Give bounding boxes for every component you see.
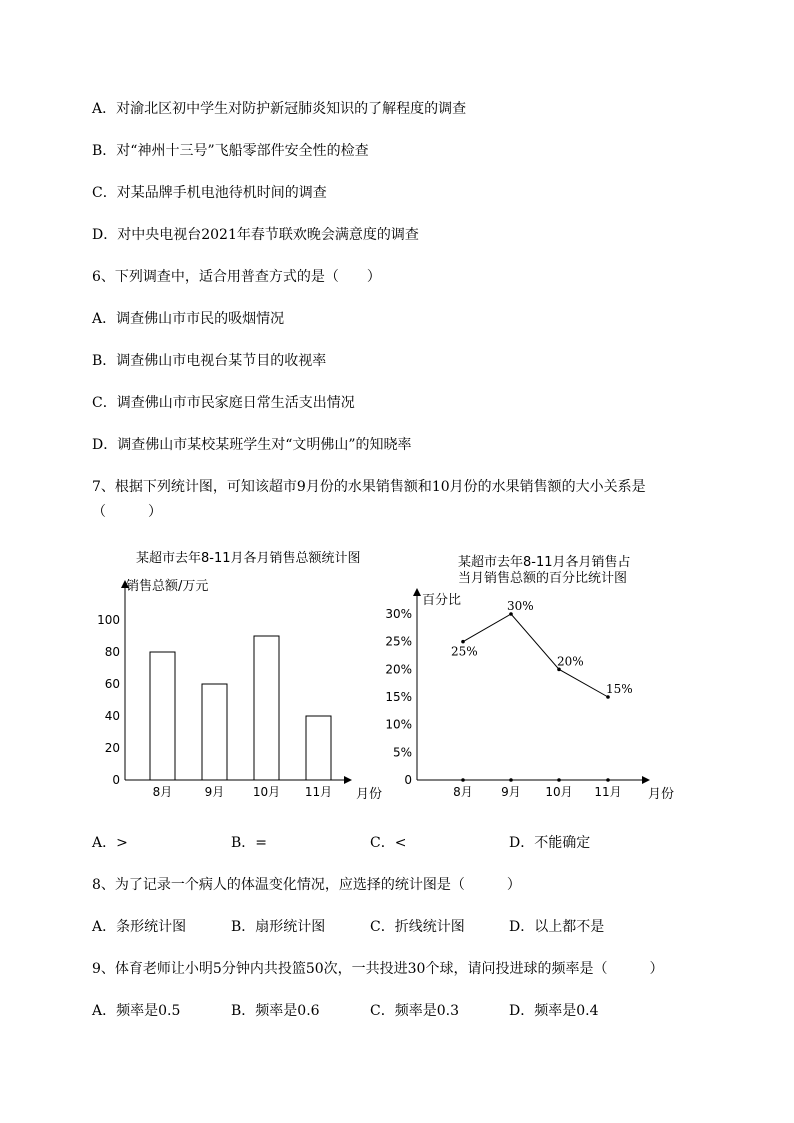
bar-y-tick-label: 60 bbox=[104, 677, 120, 691]
bar-y-tick-label: 20 bbox=[104, 741, 120, 755]
q6-option-b: B．调查佛山市电视台某节目的收视率 bbox=[92, 353, 327, 369]
q8-option-d: D．以上都不是 bbox=[509, 919, 605, 935]
q6-option-a: A．调查佛山市市民的吸烟情况 bbox=[92, 311, 285, 327]
q5-option-a: A．对渝北区初中学生对防护新冠肺炎知识的了解程度的调查 bbox=[92, 101, 467, 117]
q7-option-c: C．< bbox=[370, 835, 407, 851]
q8-option-b: B．扇形统计图 bbox=[231, 919, 326, 935]
line-data-label: 25% bbox=[451, 644, 478, 659]
line-x-tick-mark bbox=[606, 778, 610, 782]
line-x-tick-label: 8月 bbox=[453, 785, 473, 799]
q6-option-d: D．调查佛山市某校某班学生对“文明佛山”的知晓率 bbox=[92, 437, 412, 453]
q8-stem: 8、为了记录一个病人的体温变化情况，应选择的统计图是（ ） bbox=[92, 877, 521, 893]
q7-option-d: D．不能确定 bbox=[509, 835, 591, 851]
q5-option-d: D．对中央电视台2021年春节联欢晚会满意度的调查 bbox=[92, 227, 419, 243]
bar-y-tick-label: 100 bbox=[97, 613, 120, 627]
q5-option-b: B．对“神州十三号”飞船零部件安全性的检查 bbox=[92, 143, 369, 159]
line-chart-xlabel: 月份 bbox=[648, 787, 675, 802]
q5-option-c: C．对某品牌手机电池待机时间的调查 bbox=[92, 185, 327, 201]
q8-option-a: A．条形统计图 bbox=[92, 919, 187, 935]
q9-stem: 9、体育老师让小明5分钟内共投篮50次，一共投进30个球，请问投进球的频率是（ ） bbox=[92, 961, 664, 977]
line-data-label: 20% bbox=[557, 654, 584, 669]
bar-chart-title: 某超市去年8-11月各月销售总额统计图 bbox=[136, 551, 361, 566]
line-chart-title-line2: 当月销售总额的百分比统计图 bbox=[458, 571, 628, 586]
bar-x-tick-label: 9月 bbox=[204, 785, 225, 799]
bar-x-tick-label: 11月 bbox=[304, 785, 333, 799]
q9-option-c: C．频率是0.3 bbox=[370, 1003, 459, 1019]
bar bbox=[306, 716, 331, 780]
line-y-tick-label: 20% bbox=[385, 662, 412, 677]
line-y-tick-label: 10% bbox=[385, 717, 412, 732]
line-data-label: 15% bbox=[606, 682, 633, 696]
bar-y-tick-label: 80 bbox=[104, 645, 120, 659]
line-y-tick-label: 30% bbox=[385, 607, 412, 621]
line-x-tick-label: 9月 bbox=[501, 785, 521, 799]
q6-option-c: C．调查佛山市市民家庭日常生活支出情况 bbox=[92, 395, 355, 411]
line-x-tick-label: 11月 bbox=[594, 785, 622, 799]
q6-stem: 6、下列调查中，适合用普查方式的是（ ） bbox=[92, 269, 381, 285]
line-chart-ylabel: 百分比 bbox=[422, 593, 462, 608]
line-data-label: 30% bbox=[507, 599, 534, 613]
bar-y-tick-label: 0 bbox=[112, 773, 120, 787]
q9-option-d: D．频率是0.4 bbox=[509, 1003, 599, 1019]
q7-option-b: B．= bbox=[231, 835, 268, 851]
line-x-tick-mark bbox=[557, 778, 561, 782]
bar-chart-ylabel: 销售总额/万元 bbox=[126, 579, 209, 594]
line-y-tick-label: 25% bbox=[385, 634, 412, 649]
q7-stem-line2: （ ） bbox=[92, 504, 162, 520]
line-point bbox=[461, 640, 465, 644]
bar-x-tick-label: 10月 bbox=[252, 785, 281, 799]
bar bbox=[150, 652, 175, 780]
line-x-tick-mark bbox=[509, 778, 513, 782]
line-chart-series bbox=[463, 614, 608, 697]
bar bbox=[202, 684, 227, 780]
line-y-tick-label: 15% bbox=[385, 690, 412, 704]
bar-chart bbox=[97, 540, 400, 810]
line-chart-title-line1: 某超市去年8-11月各月销售占 bbox=[458, 555, 631, 570]
bar-chart-xlabel: 月份 bbox=[356, 787, 383, 802]
bar-y-tick-label: 40 bbox=[104, 709, 120, 723]
q9-option-b: B．频率是0.6 bbox=[231, 1003, 320, 1019]
line-chart bbox=[380, 540, 680, 810]
q7-stem-line1: 7、根据下列统计图，可知该超市9月份的水果销售额和10月份的水果销售额的大小关系是 bbox=[92, 479, 646, 495]
line-y-tick-label: 0 bbox=[404, 773, 412, 787]
q7-option-a: A．> bbox=[92, 835, 128, 851]
line-y-tick-label: 5% bbox=[392, 745, 412, 760]
q9-option-a: A．频率是0.5 bbox=[92, 1003, 181, 1019]
bar bbox=[254, 636, 279, 780]
line-x-tick-mark bbox=[461, 778, 465, 782]
line-x-tick-label: 10月 bbox=[545, 785, 573, 799]
q8-option-c: C．折线统计图 bbox=[370, 919, 465, 935]
bar-x-tick-label: 8月 bbox=[152, 785, 173, 799]
